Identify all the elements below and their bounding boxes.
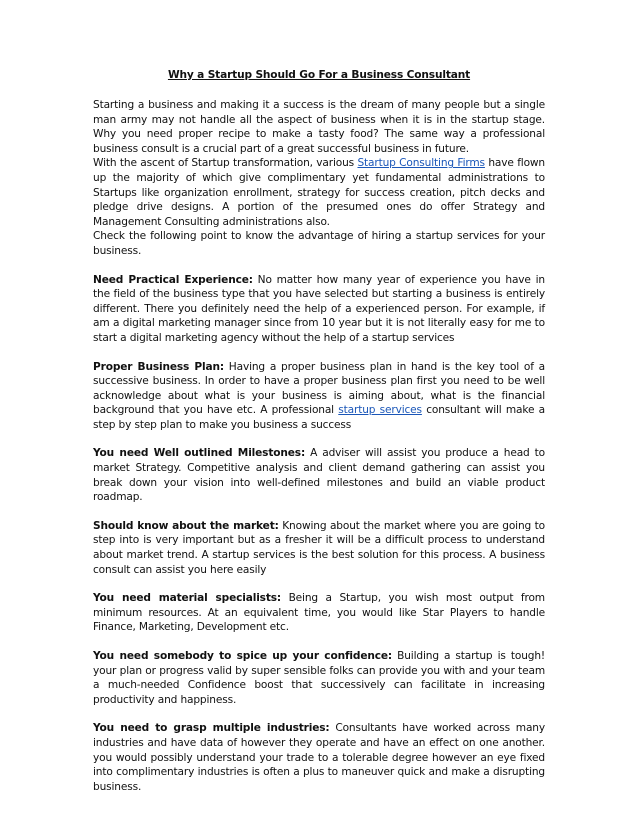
section-industries (93, 721, 545, 794)
intro-paragraph: Starting a business and making it a success is the dream of many people but a single man army may not handle all the aspect of business when it is in the startup stage. Why you need proper recipe to make a tasty food? The same way a professional business consult is a crucial part of a great successful business in future. (93, 99, 545, 155)
section-milestones (93, 446, 545, 504)
section-heading: Proper Business Plan: (93, 360, 224, 373)
section-heading: Need Practical Experience: (93, 273, 253, 286)
intro-text: With the ascent of Startup transformation, various (93, 157, 358, 170)
startup-consulting-firms-link[interactable]: Startup Consulting Firms (357, 157, 485, 170)
section-heading: Should know about the market: (93, 519, 279, 532)
section-body: Being a Startup, you wish most output from minimum resources. At an equivalent time, you would like Star Players to handle Finance, Marketing, Development etc. (93, 592, 545, 634)
section-heading: You need somebody to spice up your confidence: (93, 650, 393, 662)
section-body: No matter how many year of experience you have in the field of the business type that you have selected but starting a business is entirely different. There you definitely need the help of a experienced person. For example, if am a digital marketing manager since from 10 year but it is not literally easy for me to start a digital marketing agency without the help of a startup services (93, 273, 545, 344)
section-body: Knowing about the market where you are going to step into is very important but as a fresher it will be a difficult process to understand about market trend. A startup services is the best solution for this process. A business consult can assist you here easily (93, 519, 545, 576)
document-title: Why a Startup Should Go For a Business Consultant (167, 69, 471, 81)
section-body: Building a startup is tough! your plan or progress valid by super sensible folks can provide you with and your team a much-needed Confidence boost that successively can facilitate in increasing productivity and happiness. (93, 650, 545, 706)
intro-text: have flown up the majority of which give complimentary yet fundamental administrations to Startups like organization enrollment, strategy for success creation, pitch decks and pledge drive designs. A portion of the presumed ones do offer Strategy and Management Consulting administrations also. (93, 157, 545, 228)
intro-paragraph: Check the following point to know the advantage of hiring a startup services for your business. (93, 230, 545, 257)
intro-block (93, 98, 545, 259)
section-body: Consultants have worked across many industries and have data of however they operate and have an effect on one another. you would possibly understand your trade to a tolerable degree however an eye fixed into complimentary industries is often a plus to maneuver quick and make a disrupting business. (93, 722, 545, 793)
section-body: consultant will make a step by step plan to make you business a success (93, 404, 546, 431)
section-confidence (93, 649, 545, 707)
section-market (93, 519, 545, 577)
intro-paragraph-with-link (93, 156, 545, 229)
section-heading: You need to grasp multiple industries: (93, 722, 330, 735)
startup-services-link[interactable]: startup services (338, 404, 422, 417)
document-page (93, 68, 545, 794)
section-body: Having a proper business plan in hand is the key tool of a successive business. In order to have a proper business plan first you need to be well acknowledge about what is your business is aiming about, what is the financial background that you have etc. A professional (93, 360, 545, 417)
section-body: A adviser will assist you produce a head to market Strategy. Competitive analysis and client demand gathering can assist you break down your vision into well-defined milestones and build an viable product roadmap. (93, 447, 545, 504)
section-specialists (93, 591, 545, 635)
section-heading: You need material specialists: (93, 592, 281, 605)
section-practical-experience (93, 273, 545, 346)
section-business-plan (93, 360, 545, 433)
section-heading: You need Well outlined Milestones: (93, 447, 306, 460)
